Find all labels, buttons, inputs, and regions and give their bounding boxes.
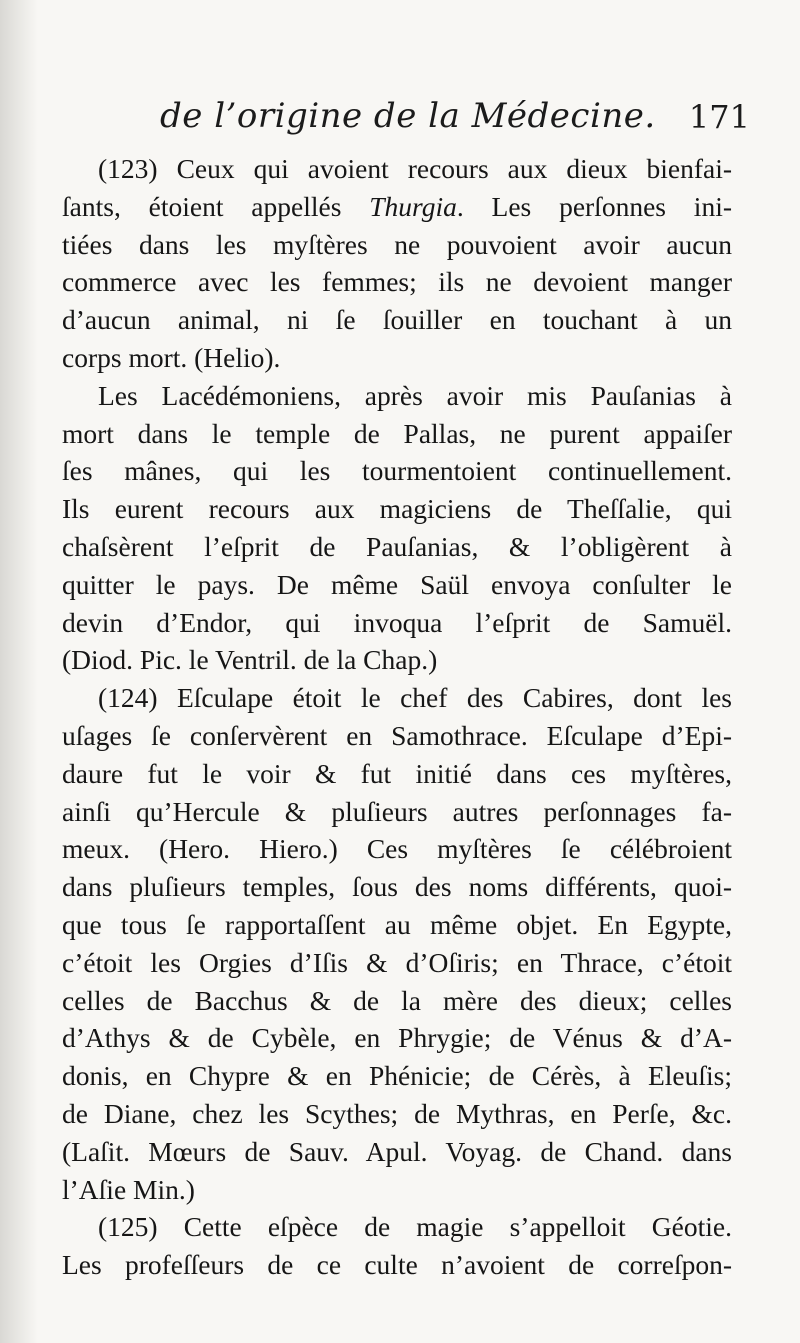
running-title: de l’origine de la Médecine. — [160, 96, 656, 136]
text-line: meux. (Hero. Hiero.) Ces myſtères ſe célébroient — [62, 833, 732, 865]
text-line: ainſi qu’Hercule & pluſieurs autres perſonnages fa- — [62, 795, 732, 827]
page-header — [160, 96, 750, 146]
text-line: celles de Bacchus & de la mère des dieux; celles — [62, 984, 732, 1016]
text-line: d’Athys & de Cybèle, en Phrygie; de Vénus & d’A- — [62, 1022, 732, 1054]
text-line: de Diane, chez les Scythes; de Mythras, en Perſe, &c. — [62, 1097, 732, 1129]
text-line: (125) Cette eſpèce de magie s’appelloit Géotie. — [98, 1211, 732, 1243]
text-line: dans pluſieurs temples, ſous des noms différents, quoi- — [62, 871, 732, 903]
text-line: ſes mânes, qui les tourmentoient continuellement. — [62, 455, 732, 487]
page-number: 171 — [688, 98, 750, 136]
text-line: (Diod. Pic. le Ventril. de la Chap.) — [62, 644, 438, 676]
text-line: corps mort. (Helio). — [62, 341, 281, 373]
text-line: (Laſit. Mœurs de Sauv. Apul. Voyag. de Chand. dans — [62, 1135, 732, 1167]
text-line: uſages ſe conſervèrent en Samothrace. Eſculape d’Epi- — [62, 719, 732, 751]
text-line: d’aucun animal, ni ſe ſouiller en touchant à un — [62, 304, 732, 336]
text-line: Les profeſſeurs de ce culte n’avoient de correſpon- — [62, 1249, 732, 1281]
text-line: (123) Ceux qui avoient recours aux dieux bienfai- — [98, 153, 732, 184]
text-line: commerce avec les femmes; ils ne devoient manger — [62, 266, 732, 298]
page-gutter-shadow — [0, 0, 38, 1343]
text-line: tiées dans les myſtères ne pouvoient avoir aucun — [62, 228, 732, 260]
text-line: donis, en Chypre & en Phénicie; de Cérès, à Eleuſis; — [62, 1060, 732, 1092]
text-line: mort dans le temple de Pallas, ne purent appaiſer — [62, 417, 732, 449]
text-line: c’étoit les Orgies d’Iſis & d’Oſiris; en Thrace, c’étoit — [62, 946, 732, 978]
text-line: Les Lacédémoniens, après avoir mis Pauſanias à — [98, 379, 732, 411]
italic-term: Thurgia — [369, 190, 457, 222]
text-line: (124) Eſculape étoit le chef des Cabires, dont les — [98, 682, 732, 714]
paragraph-lacedemoniens — [62, 377, 732, 679]
text-line: daure fut le voir & fut initié dans ces myſtères, — [62, 757, 732, 789]
text-line: que tous ſe rapportaſſent au même objet. En Egypte, — [62, 908, 732, 940]
note-125 — [62, 1208, 732, 1284]
text-line: Ils eurent recours aux magiciens de Theſſalie, qui — [62, 493, 732, 525]
text-line: devin d’Endor, qui invoqua l’eſprit de Samuël. — [62, 606, 732, 638]
text-line: ſants, étoient appellés Thurgia. Les perſonnes ini- — [62, 190, 732, 222]
note-124 — [62, 679, 732, 1208]
note-123 — [62, 150, 732, 377]
page-body — [62, 150, 732, 1284]
text-line: l’Aſie Min.) — [62, 1173, 195, 1205]
text-line: quitter le pays. De même Saül envoya conſulter le — [62, 568, 732, 600]
text-line: chaſsèrent l’eſprit de Pauſanias, & l’obligèrent à — [62, 530, 732, 562]
